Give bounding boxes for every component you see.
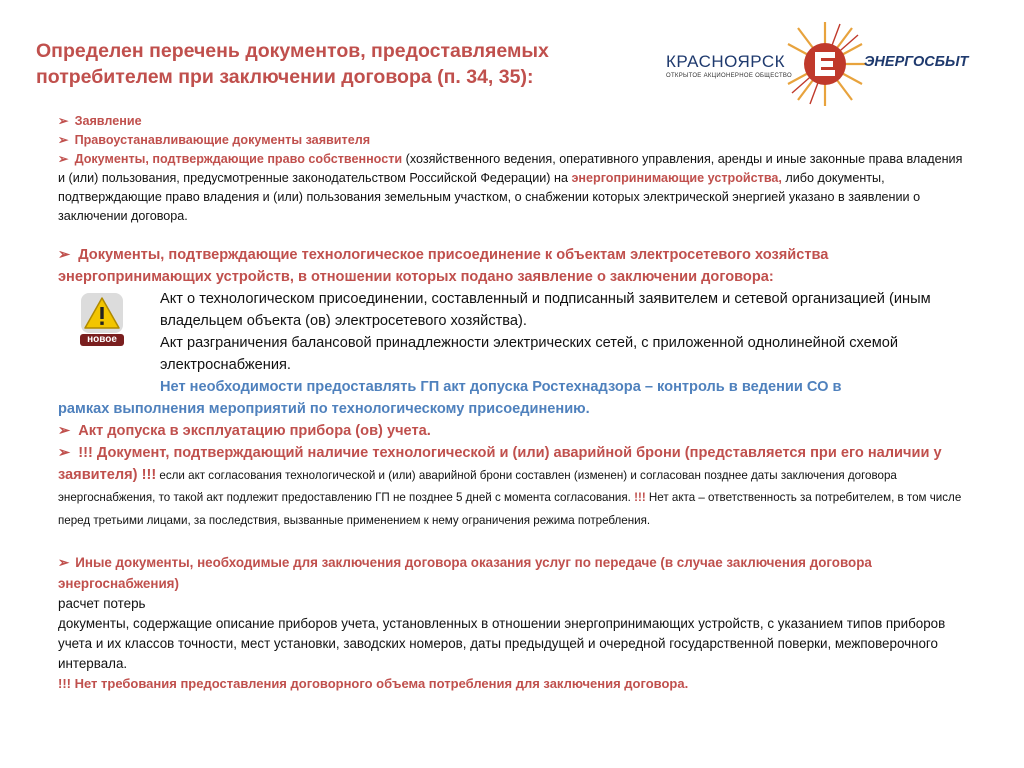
item-text: Иные документы, необходимые для заключения договора оказания услуг по передаче (в случае заключения договора энергоснабжения): [58, 555, 872, 591]
list-item: [58, 552, 968, 594]
logo-right-text: ЭНЕРГОСБЫТ: [864, 54, 969, 70]
bullet-arrow-icon: ➢: [58, 114, 69, 128]
item-text: либо документы, подтверждающие право владения и (или) пользования земельным участком, о снабжении которых электрической энергией указано в заявлении о заключении договора.: [58, 171, 921, 223]
bullet-arrow-icon: ➢: [58, 445, 71, 461]
item-text: !!!: [634, 491, 646, 504]
bullet-arrow-icon: ➢: [58, 133, 69, 147]
act-paragraph: Акт разграничения балансовой принадлежности электрических сетей, с приложенной однолинейной схемой электроснабжения.: [160, 335, 899, 373]
final-note: !!! Нет требования предоставления договорного объема потребления для заключения договора.: [58, 676, 689, 691]
document-body: [58, 112, 968, 694]
item-text: Документы, подтверждающие технологическое присоединение к объектам электросетевого хозяйства энергопринимающих устройств, в отношении которых подано заявление о заключении договора:: [58, 247, 829, 285]
list-item: [58, 442, 968, 532]
plain-line: расчет потерь: [58, 596, 146, 611]
list-item: [58, 244, 968, 288]
page-title: Определен перечень документов, предоставляемых потребителем при заключении договора (п. 34, 35):: [36, 40, 549, 88]
list-item: [58, 150, 968, 226]
logo-subtitle: ОТКРЫТОЕ АКЦИОНЕРНОЕ ОБЩЕСТВО: [666, 73, 792, 79]
bullet-arrow-icon: ➢: [58, 152, 69, 166]
item-text: Заявление: [74, 114, 142, 128]
note-text: рамках выполнения мероприятий по технологическому присоединению.: [58, 401, 590, 417]
new-label: новое: [80, 334, 124, 346]
logo-left-text: КРАСНОЯРСК: [666, 52, 786, 71]
item-text: (хозяйственного ведения, оперативного управления, аренды и иные законные права владения и (или) пользования, предусмотренные законодательством Российской Федерации) на: [58, 152, 963, 185]
item-text: если акт согласования технологической и (или) аварийной брони составлен (изменен) и согласован позднее даты заключения договора энергоснабжения, то такой акт подлежит предоставлению ГП не позднее 5 дней с момента согласования.: [58, 469, 897, 504]
plain-line: документы, содержащие описание приборов учета, установленных в отношении энергопринимающих устройств, с указанием типов приборов учета и их классов точности, мест установки, заводских номеров, даты предыдущей и очередной государственной поверки, межповерочного интервала.: [58, 616, 946, 671]
item-text: !!! Документ, подтверждающий наличие технологической и (или) аварийной брони (представляется при его наличии у заявителя) !!!: [58, 445, 942, 483]
note-text: Нет необходимости предоставлять ГП акт допуска Ростехнадзора – контроль в ведении СО в: [160, 379, 842, 395]
bullet-arrow-icon: ➢: [58, 555, 70, 570]
list-item: [58, 420, 968, 442]
bullet-arrow-icon: ➢: [58, 423, 71, 439]
company-logo: [662, 18, 992, 110]
item-text: Правоустанавливающие документы заявителя: [74, 133, 371, 147]
item-text: Нет акта – ответственность за потребителем, в том числе перед третьими лицами, за последствия, вызванные применением к нему ограничения режима потребления.: [58, 491, 962, 527]
list-item: [58, 131, 968, 150]
item-text: энергопринимающие устройства,: [571, 171, 782, 185]
item-text: Документы, подтверждающие право собственности: [74, 152, 403, 166]
list-item: [58, 112, 968, 131]
act-paragraph: Акт о технологическом присоединении, составленный и подписанный заявителем и сетевой организацией (иным владельцем объекта (ов) электросетевого хозяйства).: [160, 291, 931, 329]
bullet-arrow-icon: ➢: [58, 247, 71, 263]
item-text: Акт допуска в эксплуатацию прибора (ов) учета.: [78, 423, 431, 439]
